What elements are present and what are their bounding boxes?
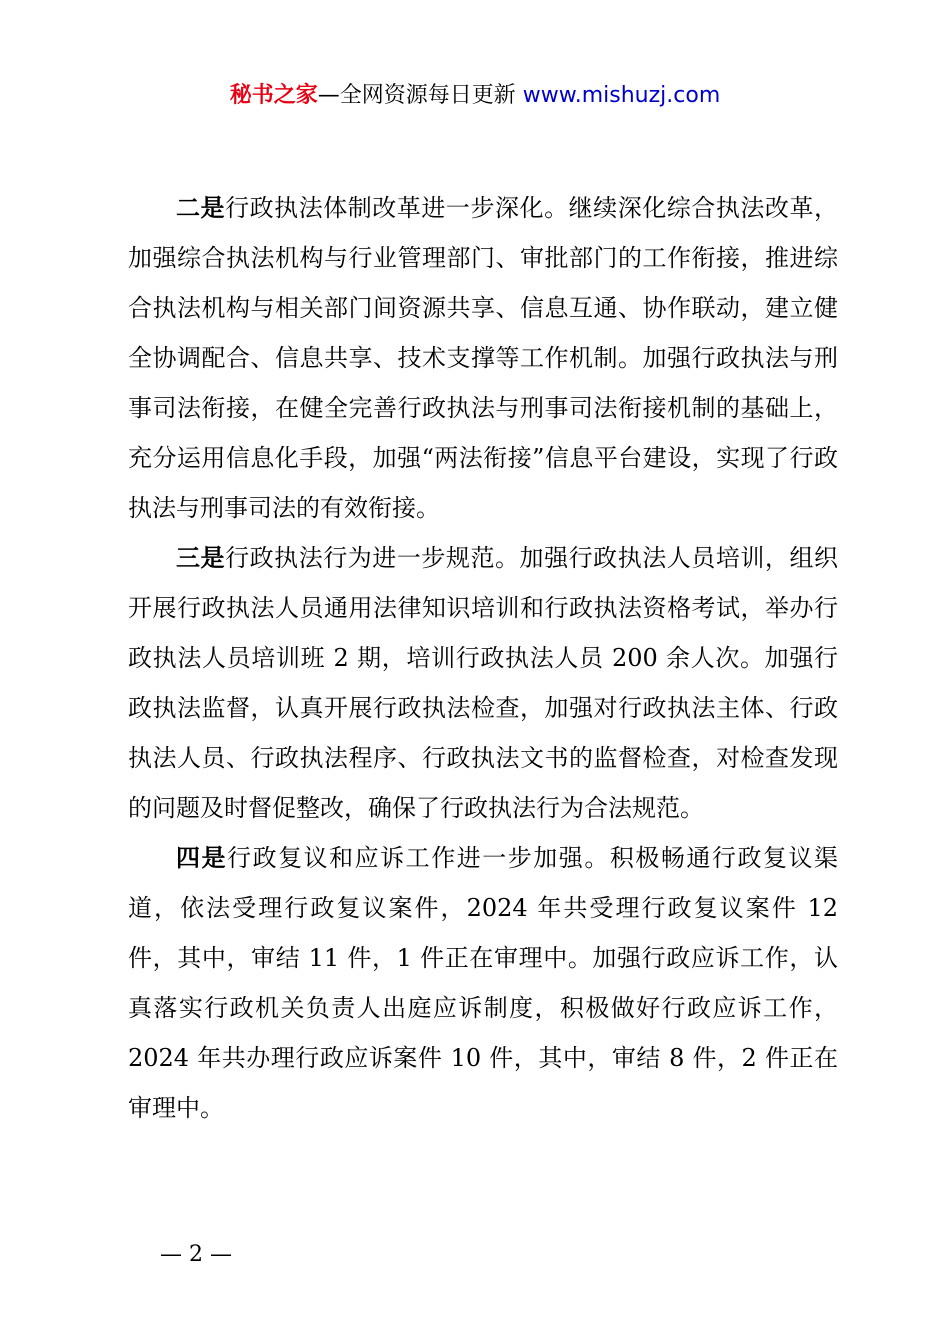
paragraph-text: 行政执法体制改革进一步深化。继续深化综合执法改革，加强综合执法机构与行业管理部门、审批部门的工作衔接，推进综合执法机构与相关部门间资源共享、信息互通、协作联动，建立健全协调配合、信息共享、技术支撑等工作机制。加强行政执法与刑事司法衔接，在健全完善行政执法与刑事司法衔接机制的基础上，充分运用信息化手段，加强“两法衔接”信息平台建设，实现了行政执法与刑事司法的有效衔接。: [128, 194, 838, 522]
brand-name: 秘书之家: [229, 83, 318, 108]
paragraph-2: [128, 183, 838, 533]
paragraph-4: [128, 833, 838, 1133]
paragraph-lead: 四是: [176, 844, 228, 872]
page-number: — 2 —: [160, 1242, 232, 1267]
paragraph-text: 行政复议和应诉工作进一步加强。积极畅通行政复议渠道，依法受理行政复议案件，2024 年共受理行政复议案件 12 件，其中，审结 11 件，1 件正在审理中。加强行政应诉工作，认真落实行政机关负责人出庭应诉制度，积极做好行政应诉工作，2024 年共办理行政应诉案件 10 件，其中，审结 8 件，2 件正在审理中。: [128, 844, 839, 1122]
site-header: [0, 80, 950, 112]
header-tagline: —全网资源每日更新: [317, 83, 523, 108]
site-url-link[interactable]: www.mishuzj.com: [522, 83, 721, 108]
paragraph-lead: 三是: [176, 544, 226, 572]
paragraph-lead: 二是: [176, 194, 226, 222]
paragraph-3: [128, 533, 838, 833]
document-body: [128, 183, 838, 1133]
paragraph-text: 行政执法行为进一步规范。加强行政执法人员培训，组织开展行政执法人员通用法律知识培训和行政执法资格考试，举办行政执法人员培训班 2 期，培训行政执法人员 200 余人次。加强行政执法监督，认真开展行政执法检查，加强对行政执法主体、行政执法人员、行政执法程序、行政执法文书的监督检查，对检查发现的问题及时督促整改，确保了行政执法行为合法规范。: [128, 544, 838, 822]
